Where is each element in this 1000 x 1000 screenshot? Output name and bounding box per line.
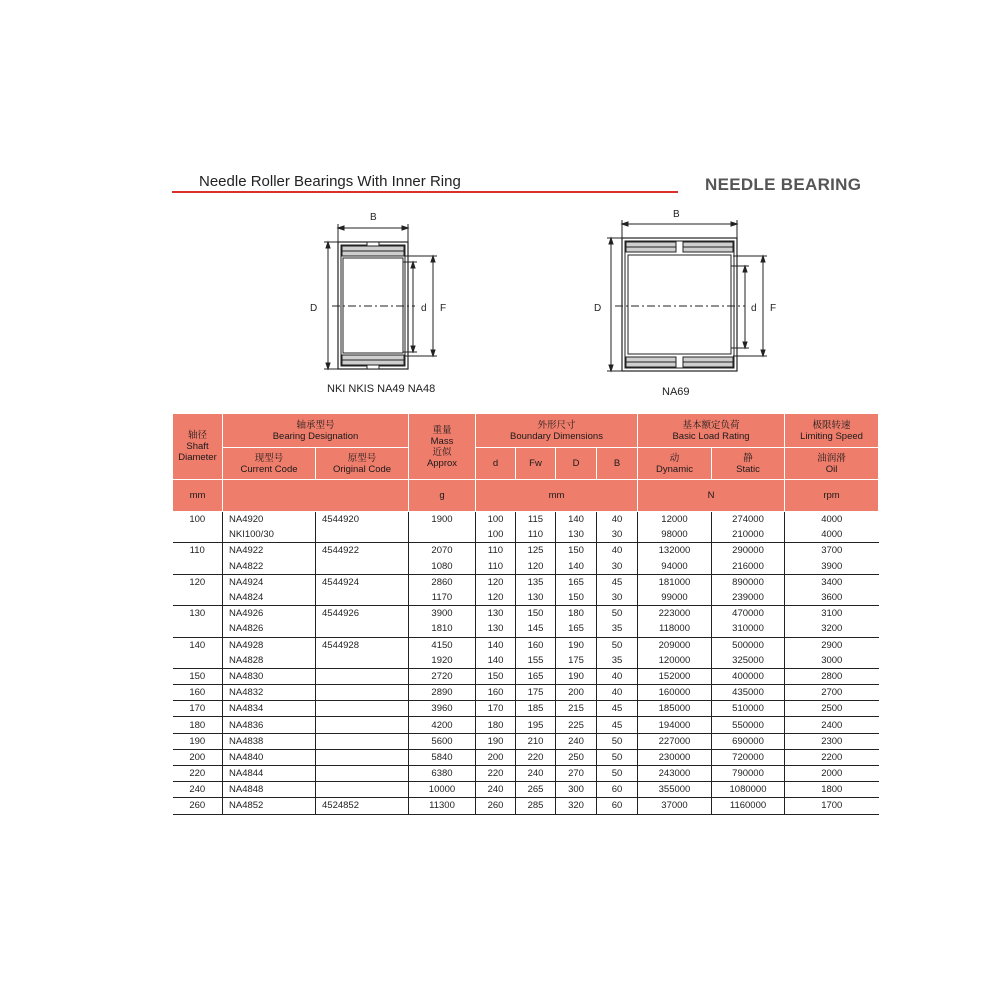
cell-static: 435000 <box>712 685 785 701</box>
cell-b: 50 <box>597 637 638 653</box>
header-shaft: 轴径 Shaft Diameter <box>173 414 223 480</box>
cell-d: 110 <box>476 559 516 575</box>
cell-original <box>316 749 409 765</box>
header-static: 静 Static <box>712 448 785 480</box>
cell-mass: 4150 <box>409 637 476 653</box>
table-row <box>173 717 879 733</box>
cell-oil: 3200 <box>821 623 843 635</box>
cell-dynamic: 94000 <box>638 559 712 575</box>
cell-fw: 175 <box>516 685 556 701</box>
table-row <box>173 606 879 622</box>
cell-oil: 2900 <box>785 637 879 653</box>
cell-static: 500000 <box>712 637 785 653</box>
cell-fw: 285 <box>516 798 556 814</box>
cell-original: 4544922 <box>316 543 409 559</box>
cell-mass: 2720 <box>409 668 476 684</box>
cell-shaft <box>173 653 223 669</box>
cell-shaft: 260 <box>173 798 223 814</box>
table-row <box>173 653 879 669</box>
cell-shaft <box>173 621 223 637</box>
table-row <box>173 637 879 653</box>
cell-b: 60 <box>597 782 638 798</box>
cell-mass: 3960 <box>409 701 476 717</box>
cell-fw: 195 <box>516 717 556 733</box>
cell-b: 45 <box>597 701 638 717</box>
header-dynamic: 动 Dynamic <box>638 448 712 480</box>
cell-d: 240 <box>476 782 516 798</box>
cell-static: 890000 <box>712 574 785 590</box>
cell-shaft: 150 <box>173 668 223 684</box>
cell-b: 50 <box>597 606 638 622</box>
table-row <box>173 512 879 528</box>
cell-b: 50 <box>597 766 638 782</box>
cell-b: 40 <box>597 685 638 701</box>
cell-d: 165 <box>556 574 597 590</box>
cell-b: 30 <box>597 527 638 543</box>
cell-dynamic: 243000 <box>638 766 712 782</box>
cell-mass: 4200 <box>409 717 476 733</box>
cell-d: 200 <box>476 749 516 765</box>
bearing-spec-table <box>172 413 879 815</box>
left-bearing-drawing <box>324 224 437 369</box>
cell-oil: 2500 <box>785 701 879 717</box>
header-col-D: D <box>556 448 597 480</box>
cell-d: 240 <box>556 733 597 749</box>
brand-heading: NEEDLE BEARING <box>705 175 862 194</box>
cell-dynamic: 152000 <box>638 668 712 684</box>
unit-designation <box>223 480 409 512</box>
cell-mass: 2890 <box>409 685 476 701</box>
right-label-D: D <box>594 303 602 314</box>
cell-static: 310000 <box>712 621 785 637</box>
cell-fw: 120 <box>516 559 556 575</box>
cell-current: NA4836 <box>223 717 316 733</box>
cell-b: 35 <box>597 621 638 637</box>
cell-mass: 1900 <box>409 512 476 528</box>
cell-static: 216000 <box>712 559 785 575</box>
cell-b: 45 <box>597 717 638 733</box>
cell-b: 40 <box>597 543 638 559</box>
cell-d: 180 <box>556 606 597 622</box>
cell-b: 60 <box>597 798 638 814</box>
table-header <box>173 414 879 512</box>
header-col-B: B <box>597 448 638 480</box>
cell-oil: 2300 <box>785 733 879 749</box>
cell-current: NA4826 <box>223 621 316 637</box>
table-row <box>173 749 879 765</box>
cell-original <box>316 685 409 701</box>
cell-d: 140 <box>556 512 597 528</box>
cell-d: 320 <box>556 798 597 814</box>
unit-load: N <box>638 480 785 512</box>
table-row <box>173 668 879 684</box>
cell-dynamic: 120000 <box>638 653 712 669</box>
cell-mass <box>409 527 476 543</box>
cell-fw: 110 <box>516 527 556 543</box>
cell-static: 210000 <box>712 527 785 543</box>
cell-shaft: 160 <box>173 685 223 701</box>
cell-shaft: 110 <box>173 543 223 559</box>
cell-static: 400000 <box>712 668 785 684</box>
cell-oil: 3600 <box>821 592 843 604</box>
left-label-F: F <box>440 303 447 314</box>
table-row <box>173 559 879 575</box>
cell-dynamic: 194000 <box>638 717 712 733</box>
table-row <box>173 798 879 814</box>
cell-oil: 2000 <box>785 766 879 782</box>
cell-oil: 1700 <box>785 798 879 814</box>
table-row <box>173 733 879 749</box>
cell-d: 250 <box>556 749 597 765</box>
cell-original: 4544924 <box>316 574 409 590</box>
cell-static: 239000 <box>712 590 785 606</box>
cell-oil: 2200 <box>785 749 879 765</box>
cell-d: 130 <box>556 527 597 543</box>
cell-dynamic: 185000 <box>638 701 712 717</box>
header-limiting-speed: 极限转速 Limiting Speed <box>785 414 879 448</box>
cell-fw: 160 <box>516 637 556 653</box>
cell-d: 100 <box>476 512 516 528</box>
cell-current: NA4922 <box>223 543 316 559</box>
cell-d: 260 <box>476 798 516 814</box>
cell-shaft: 190 <box>173 733 223 749</box>
cell-d: 170 <box>476 701 516 717</box>
cell-mass: 2070 <box>409 543 476 559</box>
cell-d: 140 <box>556 559 597 575</box>
cell-mass: 1170 <box>409 590 476 606</box>
cell-current: NA4928 <box>223 637 316 653</box>
header-mass: 重量 Mass 近似 Approx <box>409 414 476 480</box>
left-label-b: B <box>370 212 377 223</box>
cell-dynamic: 132000 <box>638 543 712 559</box>
cell-dynamic: 227000 <box>638 733 712 749</box>
table-row <box>173 685 879 701</box>
cell-mass: 11300 <box>409 798 476 814</box>
cell-current: NA4840 <box>223 749 316 765</box>
unit-shaft: mm <box>173 480 223 512</box>
cell-dynamic: 223000 <box>638 606 712 622</box>
cell-oil: 1800 <box>785 782 879 798</box>
cell-d: 150 <box>556 590 597 606</box>
cell-d: 300 <box>556 782 597 798</box>
cell-shaft <box>173 559 223 575</box>
cell-d: 200 <box>556 685 597 701</box>
cell-oil: 2400 <box>785 717 879 733</box>
cell-dynamic: 181000 <box>638 574 712 590</box>
cell-d: 100 <box>476 527 516 543</box>
cell-original <box>316 766 409 782</box>
cell-shaft: 170 <box>173 701 223 717</box>
cell-d: 130 <box>476 621 516 637</box>
cell-d: 150 <box>476 668 516 684</box>
cell-current: NKI100/30 <box>223 527 316 543</box>
cell-shaft: 120 <box>173 574 223 590</box>
cell-dynamic: 209000 <box>638 637 712 653</box>
cell-shaft: 140 <box>173 637 223 653</box>
cell-original: 4544926 <box>316 606 409 622</box>
cell-b: 40 <box>597 512 638 528</box>
cell-d: 130 <box>476 606 516 622</box>
cell-fw: 155 <box>516 653 556 669</box>
table-row <box>173 766 879 782</box>
cell-d: 220 <box>476 766 516 782</box>
cell-original: 4524852 <box>316 798 409 814</box>
cell-b: 50 <box>597 749 638 765</box>
cell-b: 40 <box>597 668 638 684</box>
table-row <box>173 527 879 543</box>
cell-shaft <box>173 590 223 606</box>
cell-mass: 5600 <box>409 733 476 749</box>
cell-original <box>316 717 409 733</box>
cell-d: 190 <box>476 733 516 749</box>
cell-d: 225 <box>556 717 597 733</box>
cell-fw: 265 <box>516 782 556 798</box>
cell-original <box>316 668 409 684</box>
cell-fw: 150 <box>516 606 556 622</box>
table-body <box>173 512 879 815</box>
cell-oil: 4000 <box>821 529 843 541</box>
right-bearing-drawing <box>607 220 767 371</box>
cell-static: 1160000 <box>712 798 785 814</box>
cell-static: 550000 <box>712 717 785 733</box>
cell-current: NA4832 <box>223 685 316 701</box>
cell-d: 120 <box>476 590 516 606</box>
header-boundary: 外形尺寸 Boundary Dimensions <box>476 414 638 448</box>
cell-fw: 240 <box>516 766 556 782</box>
cell-dynamic: 98000 <box>638 527 712 543</box>
left-label-D: D <box>310 303 318 314</box>
cell-original <box>316 701 409 717</box>
cell-mass: 1080 <box>409 559 476 575</box>
cell-b: 35 <box>597 653 638 669</box>
cell-original <box>316 653 409 669</box>
right-label-b: B <box>673 209 680 220</box>
cell-original <box>316 782 409 798</box>
cell-mass: 2860 <box>409 574 476 590</box>
cell-d: 270 <box>556 766 597 782</box>
cell-fw: 185 <box>516 701 556 717</box>
cell-static: 510000 <box>712 701 785 717</box>
cell-current: NA4848 <box>223 782 316 798</box>
cell-oil: 3000 <box>821 654 843 666</box>
table-row <box>173 782 879 798</box>
cell-original <box>316 733 409 749</box>
cell-mass: 6380 <box>409 766 476 782</box>
cell-current: NA4926 <box>223 606 316 622</box>
cell-current: NA4834 <box>223 701 316 717</box>
cell-fw: 210 <box>516 733 556 749</box>
cell-shaft: 220 <box>173 766 223 782</box>
cell-fw: 125 <box>516 543 556 559</box>
cell-current: NA4838 <box>223 733 316 749</box>
cell-shaft: 100 <box>173 512 223 528</box>
cell-current: NA4822 <box>223 559 316 575</box>
cell-d: 140 <box>476 637 516 653</box>
cell-b: 45 <box>597 574 638 590</box>
cell-d: 215 <box>556 701 597 717</box>
table-row <box>173 543 879 559</box>
cell-original <box>316 590 409 606</box>
cell-static: 470000 <box>712 606 785 622</box>
cell-d: 190 <box>556 668 597 684</box>
cell-fw: 165 <box>516 668 556 684</box>
cell-shaft <box>173 527 223 543</box>
cell-dynamic: 12000 <box>638 512 712 528</box>
cell-oil: 4000 <box>821 514 843 526</box>
unit-speed: rpm <box>785 480 879 512</box>
table-row <box>173 701 879 717</box>
cell-d: 180 <box>476 717 516 733</box>
cell-d: 120 <box>476 574 516 590</box>
cell-oil: 2800 <box>785 668 879 684</box>
cell-current: NA4828 <box>223 653 316 669</box>
cell-static: 325000 <box>712 653 785 669</box>
cell-dynamic: 160000 <box>638 685 712 701</box>
cell-current: NA4852 <box>223 798 316 814</box>
cell-b: 30 <box>597 559 638 575</box>
cell-dynamic: 37000 <box>638 798 712 814</box>
unit-boundary: mm <box>476 480 638 512</box>
cell-static: 690000 <box>712 733 785 749</box>
cell-original <box>316 527 409 543</box>
cell-current: NA4844 <box>223 766 316 782</box>
header-oil: 油润滑 Oil <box>785 448 879 480</box>
cell-d: 160 <box>476 685 516 701</box>
cell-oil: 3100 <box>785 606 879 622</box>
cell-shaft: 240 <box>173 782 223 798</box>
cell-original <box>316 621 409 637</box>
cell-dynamic: 99000 <box>638 590 712 606</box>
cell-static: 274000 <box>712 512 785 528</box>
cell-d: 190 <box>556 637 597 653</box>
cell-d: 110 <box>476 543 516 559</box>
cell-b: 50 <box>597 733 638 749</box>
header-original-code: 原型号 Original Code <box>316 448 409 480</box>
cell-fw: 115 <box>516 512 556 528</box>
cell-b: 30 <box>597 590 638 606</box>
header-current-code: 现型号 Current Code <box>223 448 316 480</box>
cell-fw: 220 <box>516 749 556 765</box>
cell-dynamic: 355000 <box>638 782 712 798</box>
right-label-F: F <box>770 303 777 314</box>
cell-static: 1080000 <box>712 782 785 798</box>
cell-mass: 3900 <box>409 606 476 622</box>
table-row <box>173 574 879 590</box>
cell-current: NA4920 <box>223 512 316 528</box>
cell-fw: 130 <box>516 590 556 606</box>
header-col-d: d <box>476 448 516 480</box>
cell-d: 140 <box>476 653 516 669</box>
page-title: Needle Roller Bearings With Inner Ring <box>199 173 461 190</box>
cell-d: 165 <box>556 621 597 637</box>
cell-oil: 3900 <box>821 560 843 572</box>
cell-current: NA4830 <box>223 668 316 684</box>
cell-mass: 1920 <box>409 653 476 669</box>
cell-mass: 5840 <box>409 749 476 765</box>
cell-shaft: 130 <box>173 606 223 622</box>
cell-current: NA4824 <box>223 590 316 606</box>
header-designation: 轴承型号 Bearing Designation <box>223 414 409 448</box>
cell-oil: 3700 <box>785 543 879 559</box>
cell-d: 175 <box>556 653 597 669</box>
cell-shaft: 200 <box>173 749 223 765</box>
unit-mass: g <box>409 480 476 512</box>
cell-original: 4544928 <box>316 637 409 653</box>
cell-fw: 145 <box>516 621 556 637</box>
cell-fw: 135 <box>516 574 556 590</box>
cell-mass: 10000 <box>409 782 476 798</box>
header-load-rating: 基本额定负荷 Basic Load Rating <box>638 414 785 448</box>
cell-dynamic: 118000 <box>638 621 712 637</box>
cell-original <box>316 559 409 575</box>
table-row <box>173 621 879 637</box>
cell-static: 720000 <box>712 749 785 765</box>
left-label-d: d <box>421 303 427 314</box>
cell-static: 790000 <box>712 766 785 782</box>
cell-mass: 1810 <box>409 621 476 637</box>
cell-oil: 3400 <box>785 574 879 590</box>
cell-oil: 2700 <box>785 685 879 701</box>
header-col-fw: Fw <box>516 448 556 480</box>
cell-current: NA4924 <box>223 574 316 590</box>
cell-original: 4544920 <box>316 512 409 528</box>
cell-d: 150 <box>556 543 597 559</box>
cell-static: 290000 <box>712 543 785 559</box>
table-row <box>173 590 879 606</box>
right-drawing-caption: NA69 <box>662 386 690 398</box>
bearing-drawings <box>0 0 1000 410</box>
right-label-d: d <box>751 303 757 314</box>
cell-dynamic: 230000 <box>638 749 712 765</box>
cell-shaft: 180 <box>173 717 223 733</box>
left-drawing-caption: NKI NKIS NA49 NA48 <box>327 383 436 395</box>
